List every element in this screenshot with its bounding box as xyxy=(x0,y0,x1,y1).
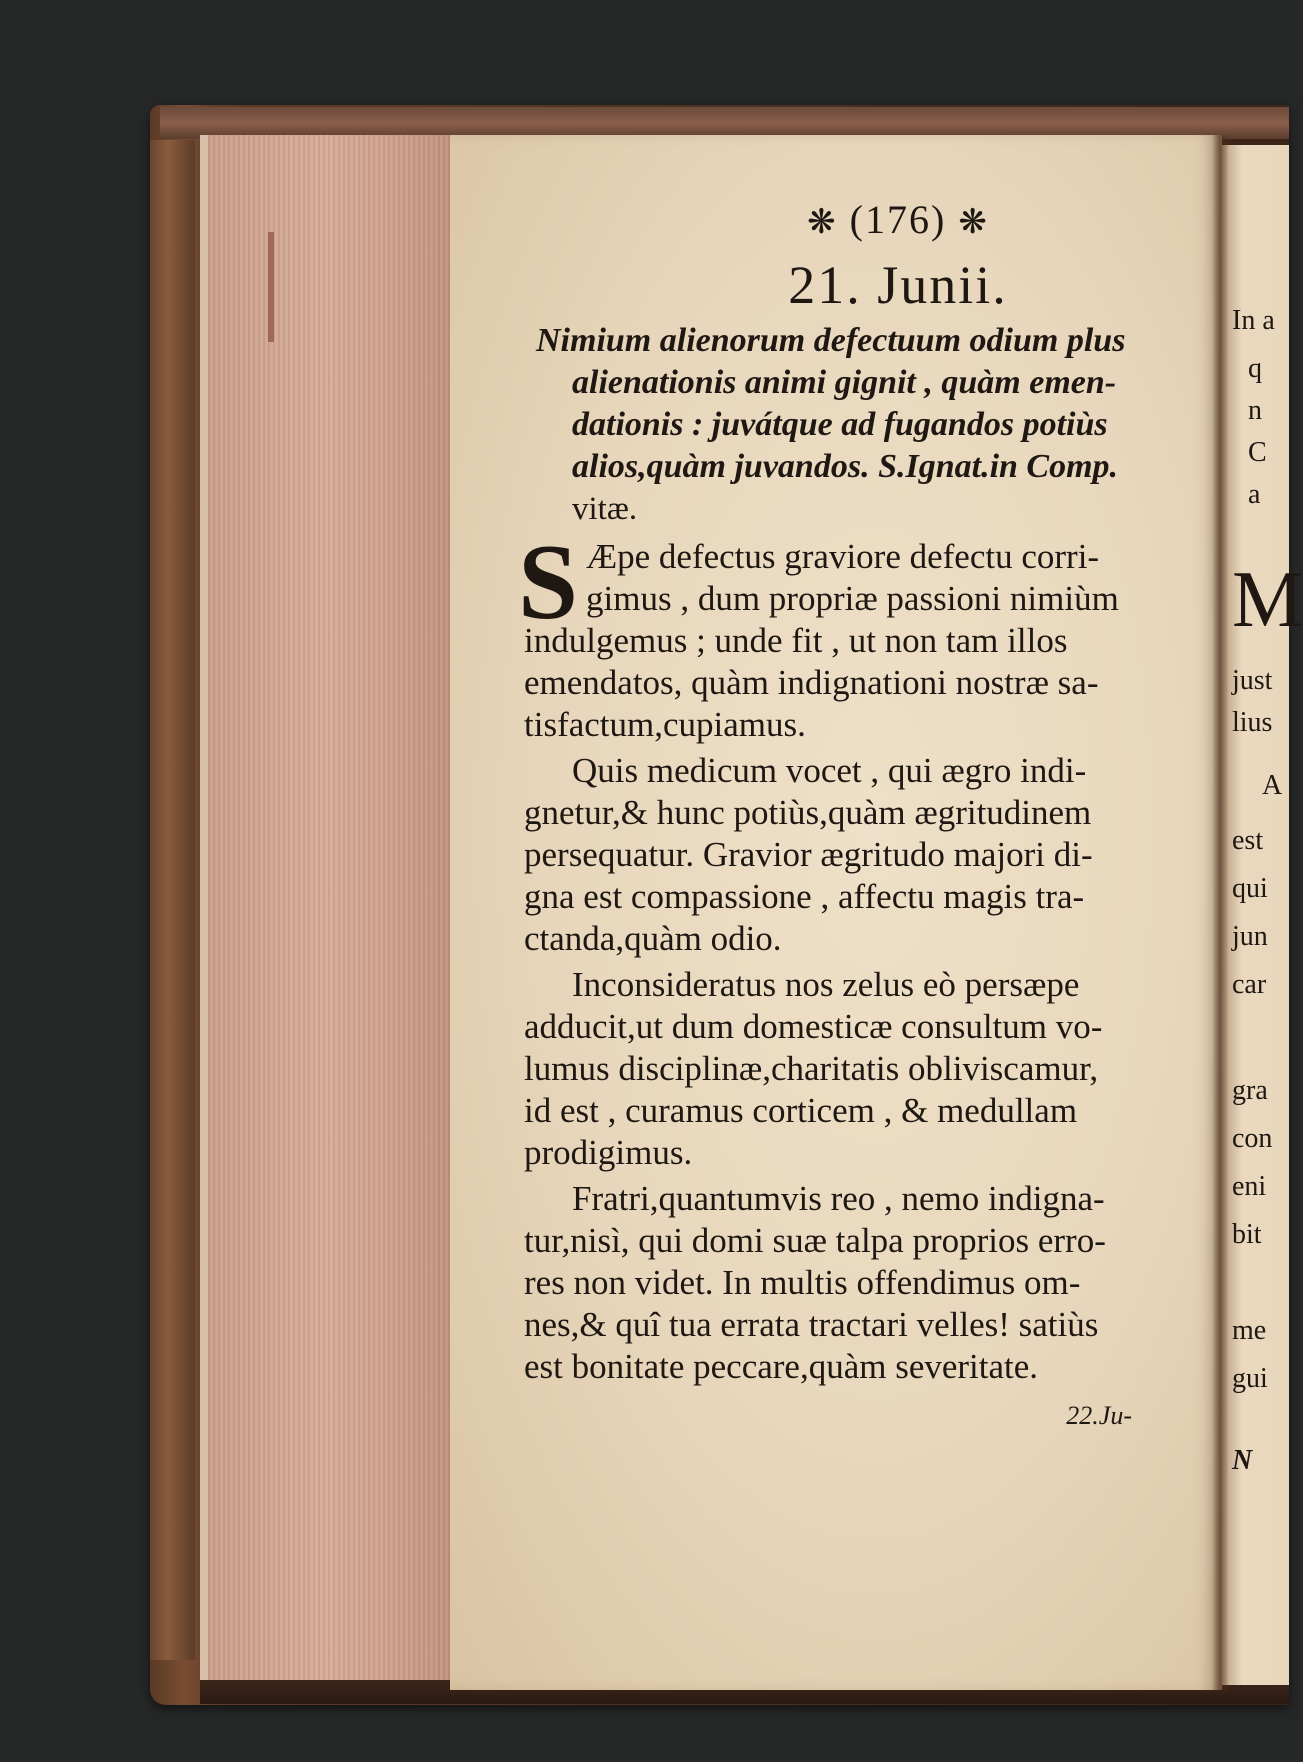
text-line: prodigimus. xyxy=(524,1133,693,1172)
edge-mark xyxy=(268,232,274,342)
text-line: gimus , dum propriæ passioni nimiùm xyxy=(586,579,1119,618)
facing-page xyxy=(1222,145,1303,1685)
motto-line: alienationis animi gignit , quàm emen- xyxy=(572,364,1117,401)
facing-fragment: a xyxy=(1248,479,1261,510)
facing-fragment: est xyxy=(1232,825,1264,856)
facing-fragment: bit xyxy=(1232,1219,1262,1250)
facing-fragment: just xyxy=(1232,665,1273,696)
page-header xyxy=(572,190,1224,250)
facing-fragment: q xyxy=(1248,353,1262,384)
motto-line: vitæ. xyxy=(572,491,638,527)
text-line: emendatos, quàm indignationi nostræ sa- xyxy=(524,663,1099,702)
facing-fragment: me xyxy=(1232,1315,1267,1346)
facing-fragment: N xyxy=(1232,1445,1253,1476)
page-text xyxy=(518,190,1224,1432)
text-line: ctanda,quàm odio. xyxy=(524,919,782,958)
paragraph-3 xyxy=(524,964,1224,1174)
facing-fragment: A xyxy=(1262,770,1283,801)
text-line: gnetur,& hunc potiùs,quàm ægritudinem xyxy=(524,793,1092,832)
facing-fragment: M xyxy=(1232,556,1303,644)
catchword: 22.Ju- xyxy=(1066,1401,1132,1430)
text-line: Quis medicum vocet , qui ægro indi- xyxy=(572,751,1087,790)
facing-fragment: eni xyxy=(1232,1171,1267,1202)
text-line: gna est compassione , affectu magis tra- xyxy=(524,877,1085,916)
text-line: Inconsideratus nos zelus eò persæpe xyxy=(572,965,1080,1004)
date-heading: 21. Junii. xyxy=(788,255,1008,315)
facing-fragment: n xyxy=(1248,395,1262,426)
facing-fragment: con xyxy=(1232,1123,1273,1154)
text-line: Æpe defectus graviore defectu corri- xyxy=(586,537,1100,576)
page-number: (176) xyxy=(849,197,947,242)
facing-fragment: qui xyxy=(1232,873,1268,904)
paragraph-2 xyxy=(524,750,1224,960)
facing-fragment: gui xyxy=(1232,1363,1268,1394)
text-line: est bonitate peccare,quàm severitate. xyxy=(524,1347,1039,1386)
paragraph-4 xyxy=(524,1178,1224,1388)
facing-fragment: lius xyxy=(1232,707,1273,738)
ornament-icon: ❋ xyxy=(958,204,989,241)
text-line: indulgemus ; unde fit , ut non tam illos xyxy=(524,621,1068,660)
facing-fragment: In a xyxy=(1232,305,1275,336)
text-line: Fratri,quantumvis reo , nemo indigna- xyxy=(572,1179,1105,1218)
facing-fragment: C xyxy=(1248,437,1267,468)
drop-cap: S xyxy=(518,523,579,642)
motto-line: alios,quàm juvandos. S.Ignat.in Comp. xyxy=(572,448,1119,485)
text-line: id est , curamus corticem , & medullam xyxy=(524,1091,1078,1130)
motto-line: Nimium alienorum defectuum odium plus xyxy=(536,322,1126,359)
motto-line: dationis : juvátque ad fugandos potiùs xyxy=(572,406,1108,443)
text-line: lumus disciplinæ,charitatis obliviscamur, xyxy=(524,1049,1099,1088)
ornament-icon: ❋ xyxy=(807,204,838,241)
text-line: res non videt. In multis offendimus om- xyxy=(524,1263,1081,1302)
page-block-edge xyxy=(200,135,478,1680)
spine-edge xyxy=(150,140,195,1660)
facing-fragment: jun xyxy=(1232,921,1268,952)
facing-fragment: gra xyxy=(1232,1075,1268,1106)
text-line: tisfactum,cupiamus. xyxy=(524,705,806,744)
text-line: nes,& quî tua errata tractari velles! satiùs xyxy=(524,1305,1099,1344)
text-line: adducit,ut dum domesticæ consultum vo- xyxy=(524,1007,1103,1046)
paragraph-1 xyxy=(518,523,1224,746)
facing-fragment: car xyxy=(1232,969,1267,1000)
text-line: persequatur. Gravior ægritudo majori di- xyxy=(524,835,1093,874)
text-line: tur,nisì, qui domi suæ talpa proprios erro- xyxy=(524,1221,1106,1260)
